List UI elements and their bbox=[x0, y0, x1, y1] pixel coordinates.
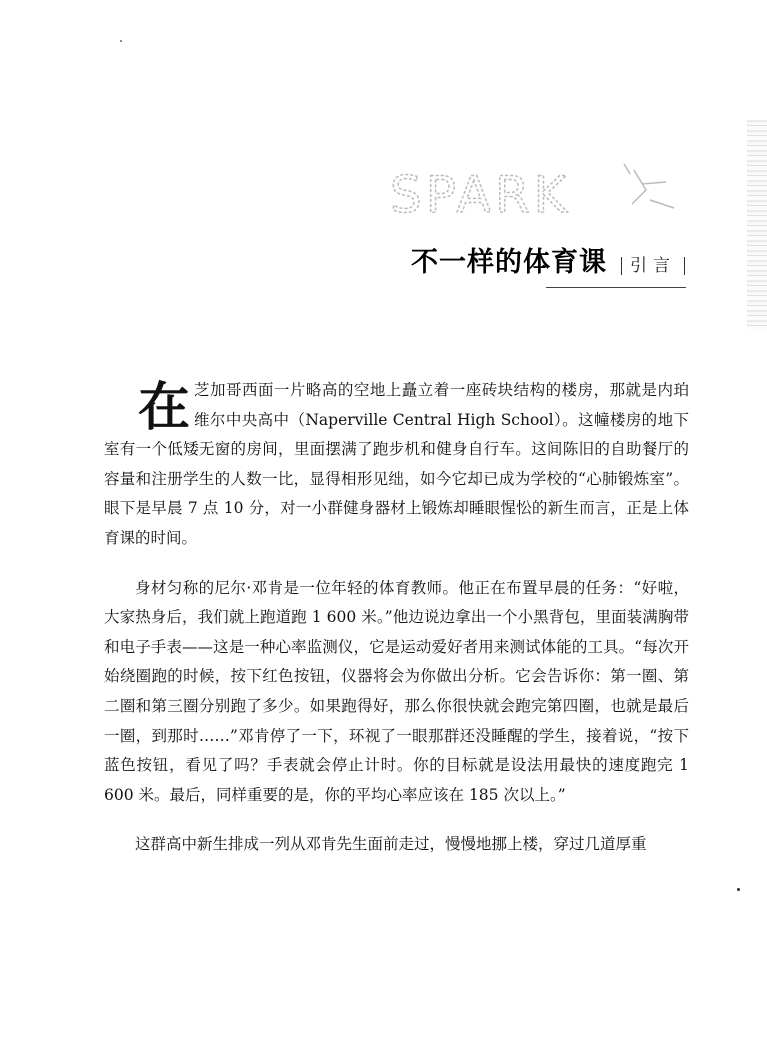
paragraph-3: 这群高中新生排成一列从邓肯先生面前走过，慢慢地挪上楼，穿过几道厚重 bbox=[135, 835, 647, 854]
body-text bbox=[104, 376, 689, 880]
chapter-tag: 引言 bbox=[621, 257, 685, 275]
spark-decor-svg bbox=[384, 160, 684, 220]
spark-decor-logo bbox=[384, 160, 684, 220]
scan-edge-noise bbox=[747, 120, 767, 330]
chapter-heading bbox=[411, 240, 685, 279]
scan-speck bbox=[737, 888, 740, 891]
dropcap: 在 bbox=[138, 378, 191, 438]
spark-decor-text: SPARK bbox=[390, 166, 571, 220]
paragraph-1 bbox=[104, 376, 689, 554]
chapter-title: 不一样的体育课 bbox=[411, 247, 607, 278]
spark-flare-icon bbox=[624, 164, 674, 208]
scan-speck bbox=[120, 40, 122, 42]
paragraph-2: 身材匀称的尼尔·邓肯是一位年轻的体育教师。他正在布置早晨的任务：“好啦，大家热身后，我们就上跑道跑 1 600 米。”他边说边拿出一个小黑背包，里面装满胸带和电子手表——这是一种心率监测仪，它是运动爱好者用来测试体能的工具。“每次开始绕圈跑的时候，按下红色按钮，仪器将会为你做出分析。它会告诉你：第一圈、第二圈和第三圈分别跑了多少。如果跑得好，那么你很快就会跑完第四圈，也就是最后一圈，到那时……”邓肯停了一下，环视了一眼那群还没睡醒的学生，接着说，“按下蓝色按钮，看见了吗？手表就会停止计时。你的目标就是设法用最快的速度跑完 1 600 米。最后，同样重要的是，你的平均心率应该在 185 次以上。” bbox=[104, 578, 689, 804]
paragraph-1-text: 芝加哥西面一片略高的空地上矗立着一座砖块结构的楼房，那就是内珀维尔中央高中（Naperville Central High School）。这幢楼房的地下室有一个低矮无窗的房间，里面摆满了跑步机和健身自行车。这间陈旧的自助餐厅的容量和注册学生的人数一比，显得相形见绌，如今它却已成为学校的“心肺锻炼室”。眼下是早晨 7 点 10 分，对一小群健身器材上锻炼却睡眼惺忪的新生而言，正是上体育课的时间。 bbox=[104, 381, 689, 547]
heading-rule bbox=[546, 287, 686, 288]
